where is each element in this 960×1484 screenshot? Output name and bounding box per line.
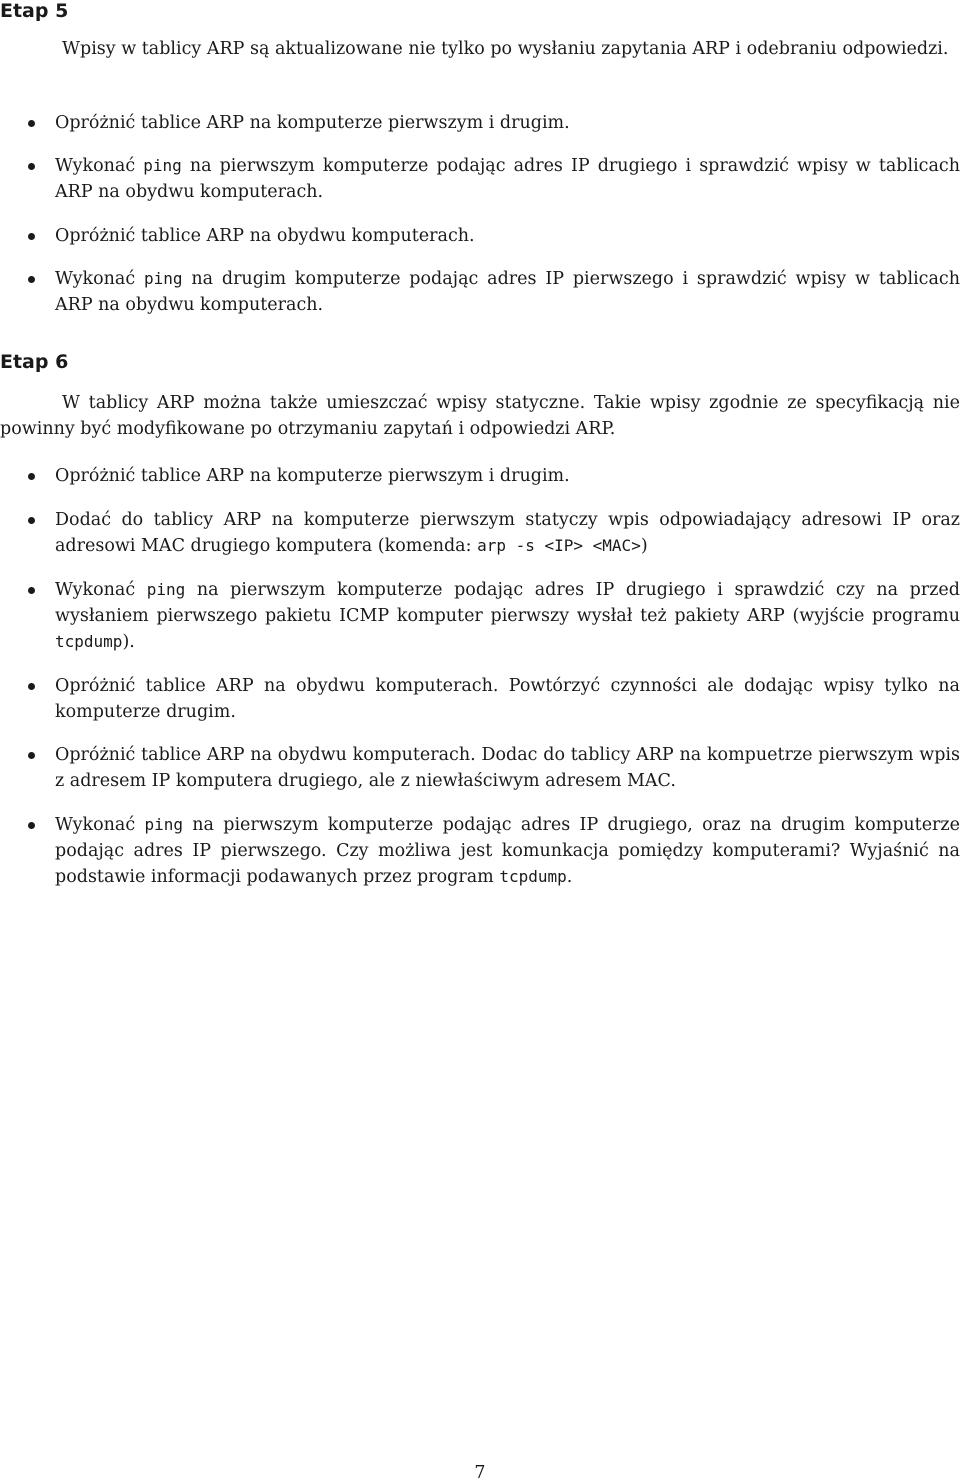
etap6-item-5 bbox=[0, 742, 960, 794]
code-ping: ping bbox=[144, 815, 183, 834]
etap5-item-3 bbox=[0, 223, 960, 249]
bullet-icon bbox=[28, 473, 35, 480]
list-item-text: Wykonać ping na drugim komputerze podając adres IP pierwszego i sprawdzić wpisy w tablicach ARP na obydwu komputerach. bbox=[55, 269, 960, 315]
bullet-icon bbox=[28, 517, 35, 524]
code-ping: ping bbox=[146, 580, 186, 599]
list-item-text: Opróżnić tablice ARP na obydwu komputerach. Powtórzyć czynności ale dodając wpisy tylko na komputerze drugim. bbox=[55, 676, 960, 722]
bullet-icon bbox=[28, 822, 35, 829]
list-item-text: Dodać do tablicy ARP na komputerze pierwszym statyczy wpis odpowiadający adresowi IP oraz adresowi MAC drugiego komputera (komenda: arp -s <IP> <MAC>) bbox=[55, 510, 960, 556]
etap5-item-4 bbox=[0, 266, 960, 318]
bullet-icon bbox=[28, 276, 35, 283]
etap5-intro: Wpisy w tablicy ARP są aktualizowane nie tylko po wysłaniu zapytania ARP i odebraniu odpowiedzi. bbox=[62, 39, 949, 59]
list-item-text: Opróżnić tablice ARP na komputerze pierwszym i drugim. bbox=[55, 466, 570, 486]
list-item-text: Opróżnić tablice ARP na obydwu komputerach. bbox=[55, 226, 475, 246]
bullet-icon bbox=[28, 587, 35, 594]
etap5-item-2 bbox=[0, 153, 960, 205]
code-tcpdump: tcpdump bbox=[55, 632, 123, 651]
etap5-heading: Etap 5 bbox=[0, 0, 69, 22]
code-ping: ping bbox=[143, 269, 183, 288]
etap6-item-1 bbox=[0, 463, 960, 489]
list-item-text: Wykonać ping na pierwszym komputerze podając adres IP drugiego, oraz na drugim komputerze podając adres IP pierwszego. Czy możliwa jest komunkacja pomiędzy komputerami? Wyjaśnić na podstawie informacji podawanych przez program tcpdump. bbox=[55, 815, 960, 887]
etap6-item-2 bbox=[0, 507, 960, 559]
list-item-text: Wykonać ping na pierwszym komputerze podając adres IP drugiego i sprawdzić czy na przed wysłaniem pierwszego pakietu ICMP komputer pierwszy wysłał też pakiety ARP (wyjście programu tcpdump). bbox=[55, 580, 960, 652]
page-number: 7 bbox=[474, 1463, 486, 1483]
list-item-text: Wykonać ping na pierwszym komputerze podając adres IP drugiego i sprawdzić wpisy w tablicach ARP na obydwu komputerach. bbox=[55, 156, 960, 202]
code-ping: ping bbox=[143, 156, 182, 175]
code-tcpdump: tcpdump bbox=[499, 867, 567, 886]
bullet-icon bbox=[28, 233, 35, 240]
list-item-text: Opróżnić tablice ARP na obydwu komputerach. Dodac do tablicy ARP na kompuetrze pierwszym wpis z adresem IP komputera drugiego, ale z niewłaściwym adresem MAC. bbox=[55, 745, 960, 791]
bullet-icon bbox=[28, 683, 35, 690]
etap6-item-4 bbox=[0, 673, 960, 725]
etap6-item-3 bbox=[0, 577, 960, 655]
bullet-icon bbox=[28, 163, 35, 170]
etap5-item-1 bbox=[0, 110, 960, 136]
bullet-icon bbox=[28, 752, 35, 759]
code-arp-command: arp -s <IP> <MAC> bbox=[477, 536, 641, 555]
etap6-item-6 bbox=[0, 812, 960, 890]
etap6-intro: W tablicy ARP można także umieszczać wpisy statyczne. Takie wpisy zgodnie ze specyfikacją nie powinny być modyfikowane po otrzymaniu zapytań i odpowiedzi ARP. bbox=[0, 393, 960, 439]
etap6-heading: Etap 6 bbox=[0, 351, 69, 373]
bullet-icon bbox=[28, 120, 35, 127]
list-item-text: Opróżnić tablice ARP na komputerze pierwszym i drugim. bbox=[55, 113, 570, 133]
